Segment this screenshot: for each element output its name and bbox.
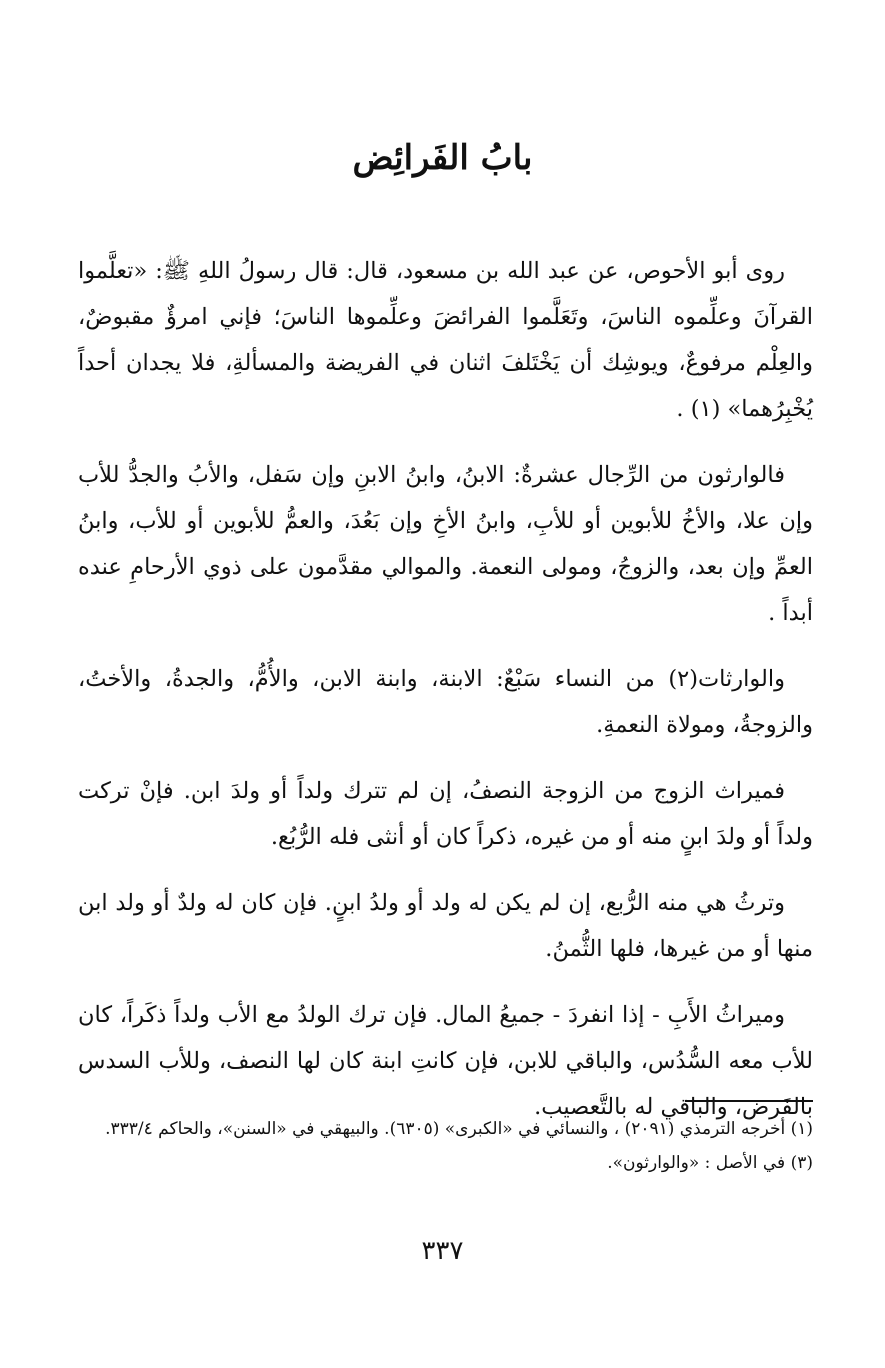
footnote-divider: [685, 1100, 813, 1102]
page-number: ٣٣٧: [421, 1236, 464, 1266]
chapter-title: بابُ الفَرائِض: [352, 138, 533, 178]
footnotes: [78, 1112, 813, 1180]
paragraph: فالوارثون من الرِّجال عشرةٌ: الابنُ، وابنُ الابنِ وإن سَفل، والأبُ والجدُّ للأب وإن علا، والأخُ للأبوين أو للأبِ، وابنُ الأخِ وإن بَعُدَ، والعمُّ للأبوين أو للأب، وابنُ العمِّ وإن بعد، والزوجُ، ومولى النعمة. والموالي مقدَّمون على ذوي الأرحامِ عنده أبداً .: [78, 462, 813, 626]
footnote: (١) أخرجه الترمذي (٢٠٩١) ، والنسائي في «الكبرى» (٦٣٠٥). والبيهقي في «السنن»، والحاكم ٣٣٣/٤.: [105, 1119, 813, 1139]
paragraph: روى أبو الأحوص، عن عبد الله بن مسعود، قال: قال رسولُ اللهِ ﷺ: «تعلَّموا القرآنَ وعلِّموه الناسَ، وتَعَلَّموا الفرائضَ وعلِّموها الناسَ؛ فإني امرؤٌ مقبوضٌ، والعِلْم مرفوعٌ، ويوشِك أن يَخْتَلفَ اثنان في الفريضة والمسألةِ، فلا يجدان أحداً يُخْبِرُهما» (١) .: [78, 258, 813, 422]
footnote: (٣) في الأصل : «والوارثون».: [607, 1153, 813, 1173]
main-text: [78, 248, 813, 1150]
paragraph: وترثُ هي منه الرُّبع، إن لم يكن له ولد أو ولدُ ابنٍ. فإن كان له ولدٌ أو ولد ابن منها أو من غيرها، فلها الثُّمنُ.: [78, 890, 813, 962]
paragraph: والوارثات(٢) من النساء سَبْعٌ: الابنة، وابنة الابن، والأُمُّ، والجدةُ، والأختُ، والزوجةُ، ومولاة النعمةِ.: [78, 666, 813, 738]
paragraph: فميراث الزوج من الزوجة النصفُ، إن لم تترك ولداً أو ولدَ ابن. فإنْ تركت ولداً أو ولدَ ابنٍ منه أو من غيره، ذكراً كان أو أنثى فله الرُّبُع.: [78, 778, 813, 850]
paragraph: وميراثُ الأَبِ - إذا انفردَ - جميعُ المال. فإن ترك الولدُ مع الأب ولداً ذكَراً، كان للأب معه السُّدُس، والباقي للابن، فإن كانتِ ابنة كان لها النصف، وللأب السدس بالفَرض، والباقي له بالتَّعصيب.: [78, 1002, 813, 1120]
